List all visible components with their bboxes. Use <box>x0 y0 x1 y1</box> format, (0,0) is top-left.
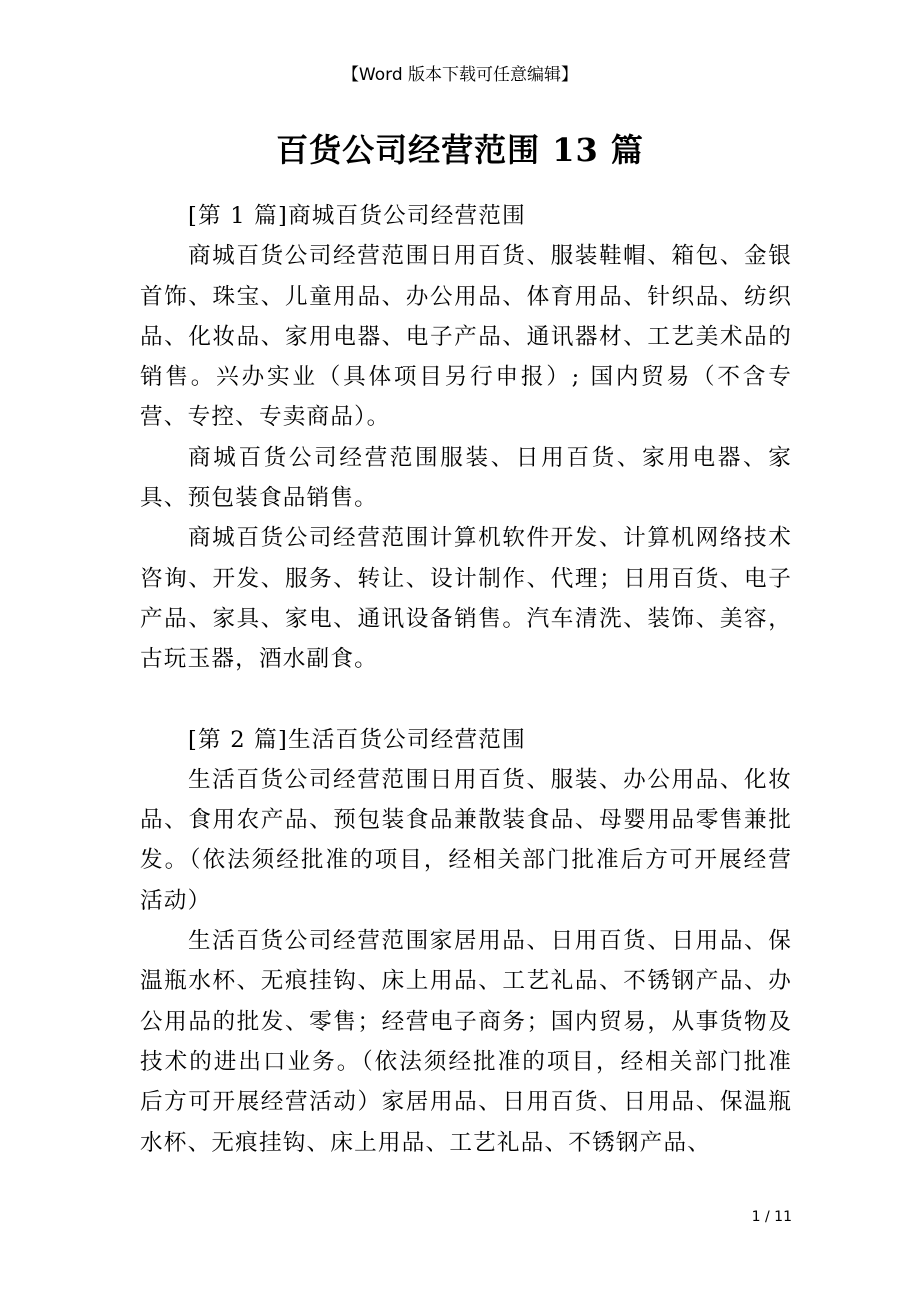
paragraph: 生活百货公司经营范围家居用品、日用百货、日用品、保温瓶水杯、无痕挂钩、床上用品、工艺礼品、不锈钢产品、办公用品的批发、零售；经营电子商务；国内贸易，从事货物及技术的进出口业务。（依法须经批准的项目，经相关部门批准后方可开展经营活动）家居用品、日用百货、日用品、保温瓶水杯、无痕挂钩、床上用品、工艺礼品、不锈钢产品、 <box>140 928 792 1156</box>
document-title: 百货公司经营范围 13 篇 <box>276 131 644 169</box>
section-heading: [第 2 篇]生活百货公司经营范围 <box>188 726 526 753</box>
document-body <box>140 196 792 1163</box>
section-heading: [第 1 篇]商城百货公司经营范围 <box>188 203 526 229</box>
section-1 <box>140 196 792 680</box>
paragraph: 生活百货公司经营范围日用百货、服装、办公用品、化妆品、食用农产品、预包装食品兼散装食品、母婴用品零售兼批发。（依法须经批准的项目，经相关部门批准后方可开展经营活动） <box>140 766 792 914</box>
paragraph: 商城百货公司经营范围日用百货、服装鞋帽、箱包、金银首饰、珠宝、儿童用品、办公用品、体育用品、针织品、纺织品、化妆品、家用电器、电子产品、通讯器材、工艺美术品的销售。兴办实业（具体项目另行申报）; 国内贸易（不含专营、专控、专卖商品）。 <box>140 243 792 431</box>
page-number: 1 / 11 <box>751 1209 792 1225</box>
section-2 <box>140 720 792 1163</box>
section-gap <box>140 680 792 720</box>
header-note: 【Word 版本下载可任意编辑】 <box>341 65 579 85</box>
paragraph: 商城百货公司经营范围计算机软件开发、计算机网络技术咨询、开发、服务、转让、设计制作、代理；日用百货、电子产品、家具、家电、通讯设备销售。汽车清洗、装饰、美容，古玩玉器，酒水副食。 <box>140 525 792 673</box>
paragraph: 商城百货公司经营范围服装、日用百货、家用电器、家具、预包装食品销售。 <box>140 444 792 512</box>
